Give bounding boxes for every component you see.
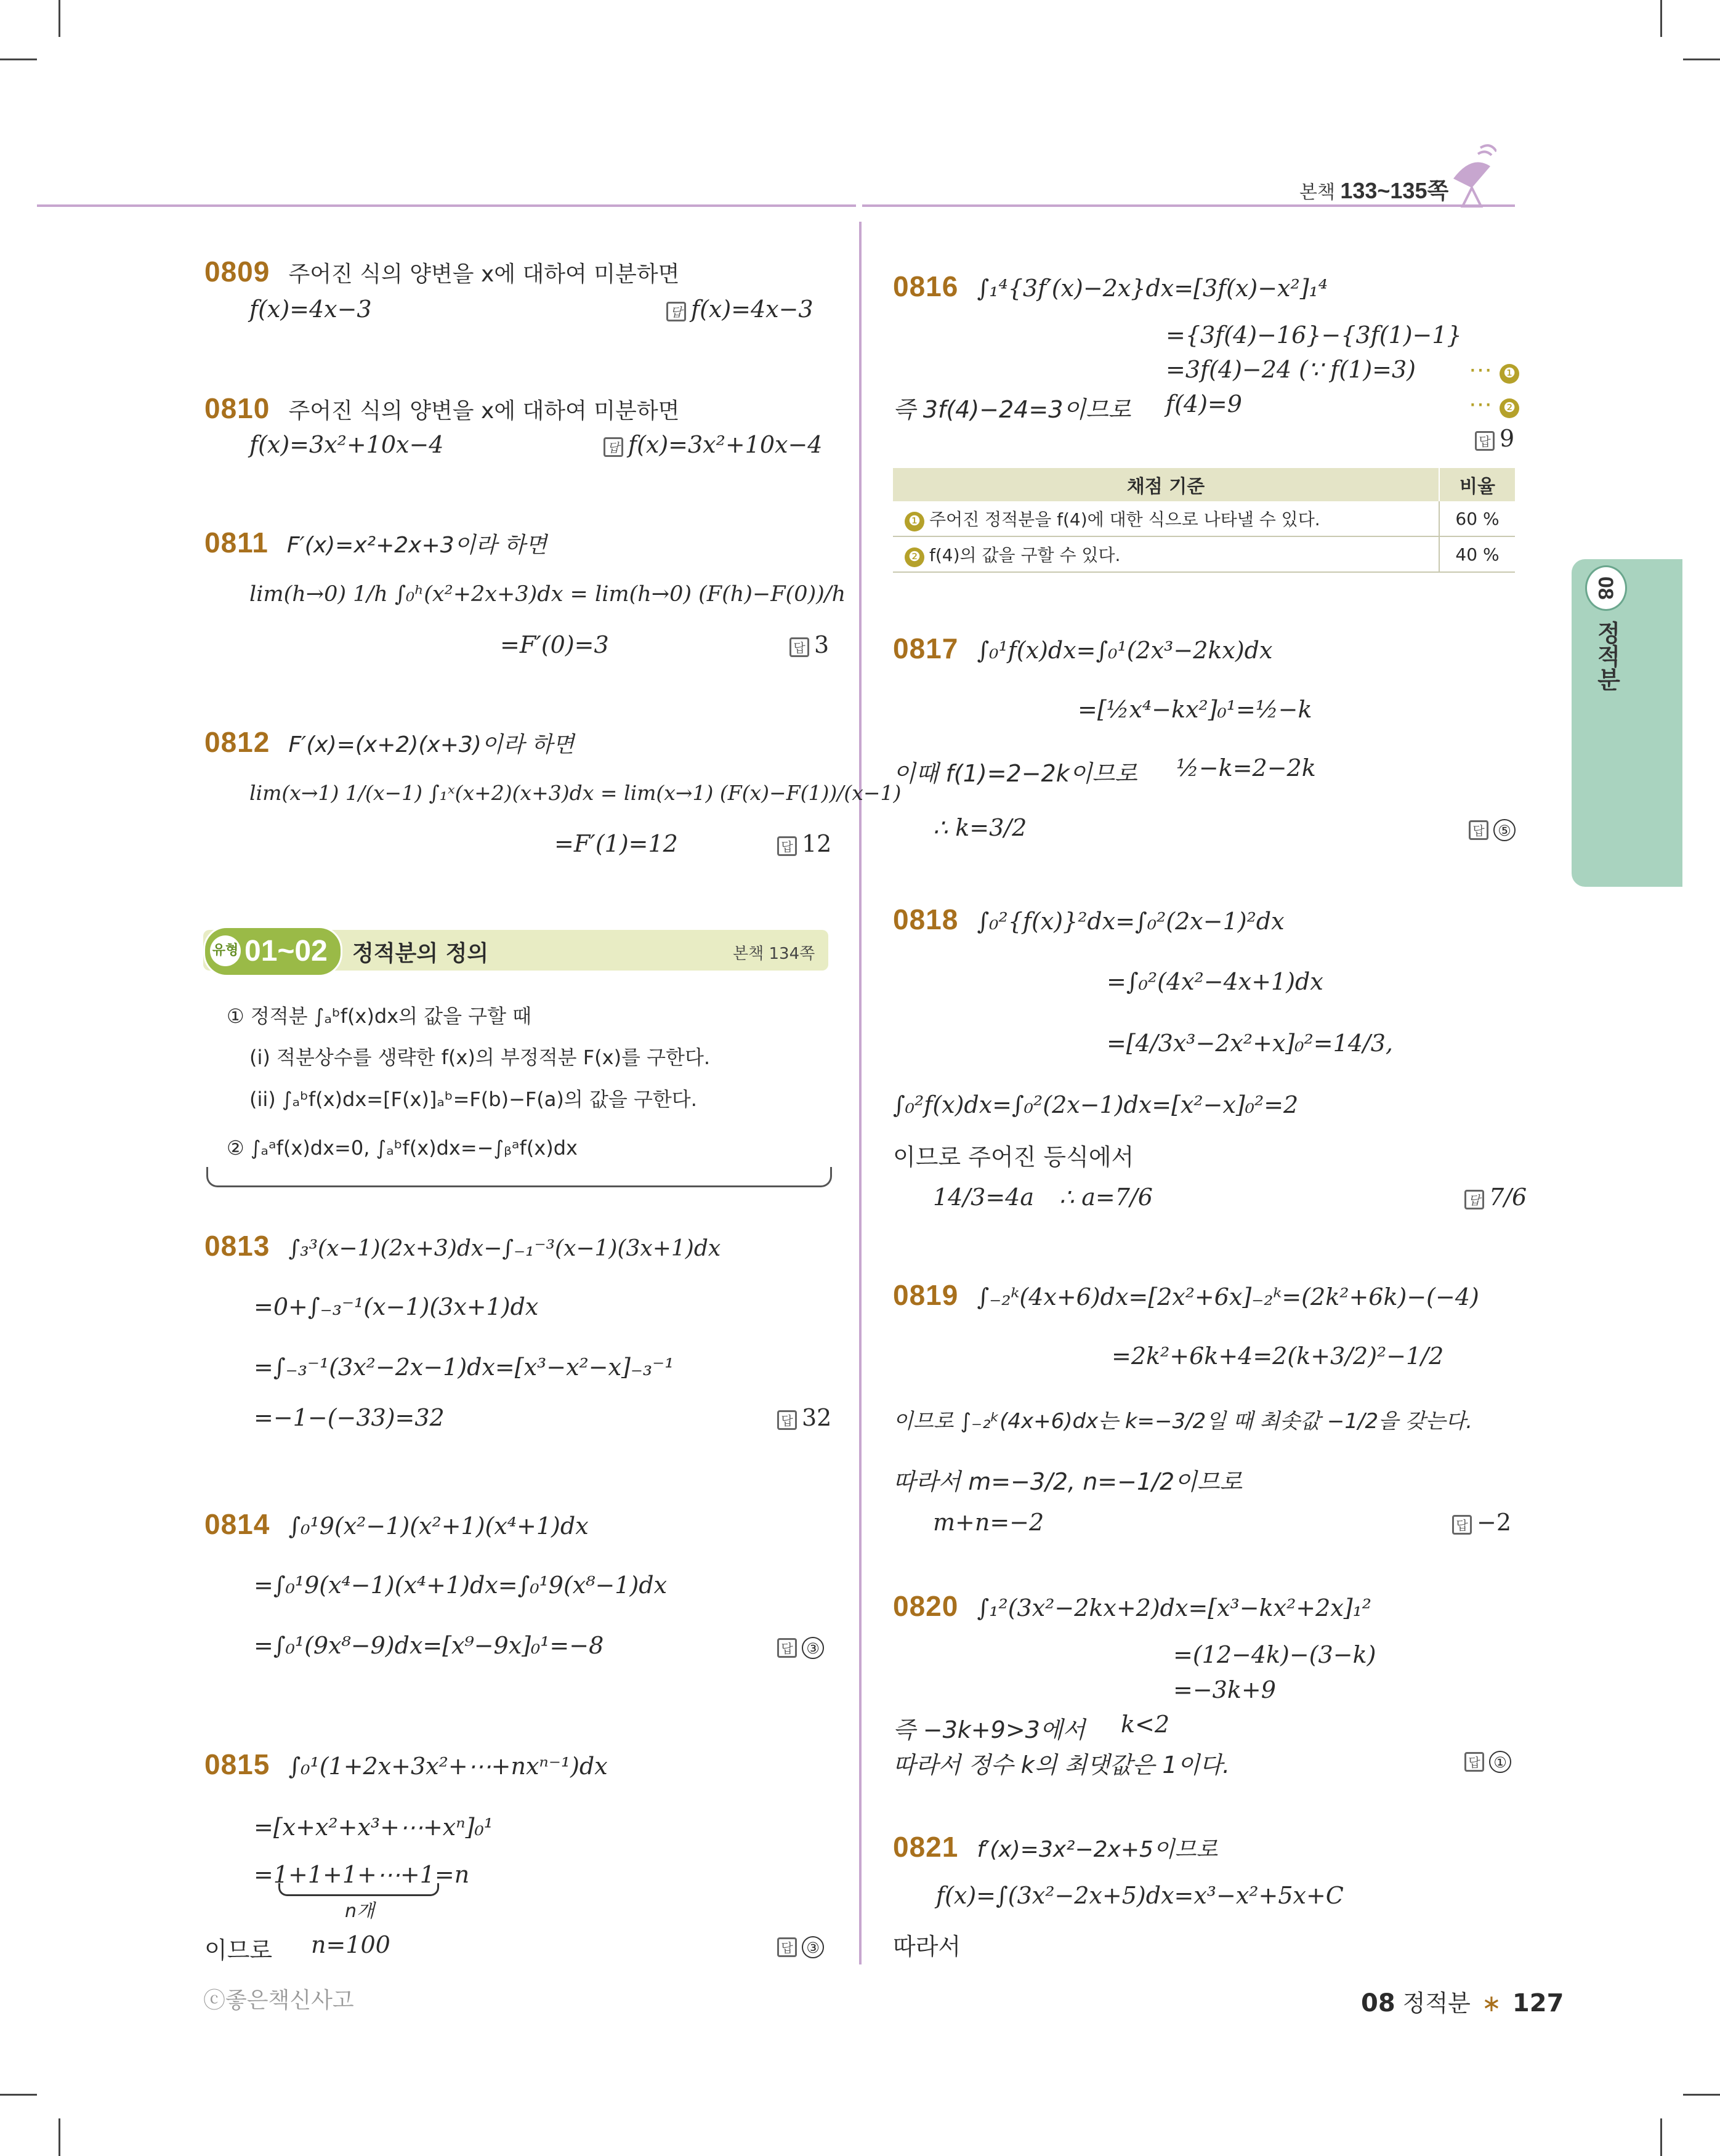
answer <box>777 830 831 857</box>
grading-header-row <box>893 468 1515 501</box>
answer-icon: 답 <box>604 437 623 457</box>
problem-text: F′(x)=(x+2)(x+3)이라 하면 <box>288 732 575 757</box>
problem-number: 0812 <box>204 726 270 758</box>
answer-value: ③ <box>802 1637 824 1659</box>
problem-number: 0811 <box>204 527 268 559</box>
answer <box>1469 814 1516 841</box>
chapter-side-tab <box>1572 559 1682 887</box>
solution-line: f(x)=∫(3x²−2x+5)dx=x³−x²+5x+C <box>936 1882 1344 1909</box>
answer-value: −2 <box>1477 1509 1512 1536</box>
grading-marker <box>1469 356 1519 384</box>
answer-value: ③ <box>802 1936 824 1958</box>
marker-2: ❷ <box>905 547 924 567</box>
problem-expression: ∫₀¹9(x²−1)(x²+1)(x⁴+1)dx <box>288 1512 589 1540</box>
answer <box>777 1931 824 1958</box>
marker-dots: ⋯ <box>1469 356 1492 383</box>
answer <box>1475 425 1514 452</box>
answer-value: 32 <box>802 1404 832 1431</box>
footer-chapter: 08 <box>1361 1989 1395 2017</box>
answer-icon: 답 <box>789 637 809 657</box>
answer-icon: 답 <box>777 836 797 856</box>
problem-0821 <box>893 1833 1217 1861</box>
solution-line: =[½x⁴−kx²]₀¹=½−k <box>1078 696 1312 723</box>
answer <box>777 1404 831 1431</box>
type-item: (i) 적분상수를 생략한 f(x)의 부정적분 F(x)를 구한다. <box>249 1046 711 1069</box>
problem-expression: ∫₋₂ᵏ(4x+6)dx=[2x²+6x]₋₂ᵏ=(2k²+6k)−(−4) <box>977 1283 1479 1310</box>
answer-icon: 답 <box>1464 1752 1484 1772</box>
type-item: ① 정적분 ∫ₐᵇf(x)dx의 값을 구할 때 <box>227 1004 532 1028</box>
solution-line: n=100 <box>311 1931 390 1958</box>
type-title: 정적분의 정의 <box>352 941 489 966</box>
solution-line: =3f(4)−24 (∵ f(1)=3) <box>1166 356 1416 383</box>
problem-number: 0819 <box>893 1279 959 1311</box>
solution-line: =[x+x²+x³+⋯+xⁿ]₀¹ <box>254 1814 493 1841</box>
page-reference <box>1299 174 1448 205</box>
solution-line: =∫₀¹9(x⁴−1)(x⁴+1)dx=∫₀¹9(x⁸−1)dx <box>254 1572 668 1599</box>
grading-header-rate: 비율 <box>1439 468 1515 501</box>
satellite-dish-icon <box>1447 142 1496 209</box>
crop-mark <box>59 0 60 37</box>
crop-mark <box>1683 2094 1720 2096</box>
criteria-text: f(4)의 값을 구할 수 있다. <box>929 544 1121 565</box>
problem-expression: ∫₀²{f(x)}²dx=∫₀²(2x−1)²dx <box>977 908 1285 935</box>
solution-line: f(4)=9 <box>1166 390 1242 418</box>
footer-chapter-name: 정적분 <box>1402 1990 1471 2017</box>
problem-0819 <box>893 1281 1479 1309</box>
grading-rate: 60 % <box>1439 501 1515 536</box>
type-reference: 본책 134쪽 <box>733 945 815 963</box>
criteria-text: 주어진 정적분을 f(4)에 대한 식으로 나타낼 수 있다. <box>929 509 1320 530</box>
crop-mark <box>1660 0 1662 37</box>
grading-row <box>893 501 1515 536</box>
problem-number: 0814 <box>204 1508 270 1540</box>
grading-criteria <box>893 536 1439 572</box>
page-number: 127 <box>1512 1989 1564 2017</box>
problem-0818 <box>893 905 1285 934</box>
grading-rate: 40 % <box>1439 536 1515 572</box>
solution-line: 이므로 <box>204 1937 273 1964</box>
solution-line: =∫₀²(4x²−4x+1)dx <box>1107 968 1323 995</box>
problem-number: 0809 <box>204 256 270 288</box>
answer-icon: 답 <box>777 1937 797 1957</box>
solution-line: =∫₀¹(9x⁸−9)dx=[x⁹−9x]₀¹=−8 <box>254 1632 604 1659</box>
answer-value: 7/6 <box>1489 1184 1527 1211</box>
answer-value: ① <box>1489 1751 1511 1773</box>
crop-mark <box>0 59 37 60</box>
answer-value: f(x)=4x−3 <box>691 296 814 323</box>
problem-0814 <box>204 1510 589 1538</box>
solution-line: ∴ k=3/2 <box>933 814 1027 841</box>
answer-value: 3 <box>814 631 830 658</box>
answer-icon: 답 <box>666 302 686 321</box>
problem-0813 <box>204 1232 721 1260</box>
grading-row <box>893 536 1515 572</box>
solution-line: 14/3=4a <box>933 1184 1035 1211</box>
answer <box>604 431 822 458</box>
solution-line: 이므로 주어진 등식에서 <box>893 1144 1134 1171</box>
page-ref-pages: 133~135쪽 <box>1340 178 1449 203</box>
type-badge <box>203 926 342 977</box>
problem-number: 0815 <box>204 1748 270 1780</box>
solution-line: =[4/3x³−2x²+x]₀²=14/3, <box>1107 1030 1393 1057</box>
answer-icon: 답 <box>777 1410 797 1430</box>
answer-value: ⑤ <box>1493 819 1516 841</box>
grading-criteria <box>893 501 1439 536</box>
answer <box>1464 1184 1527 1211</box>
problem-0815 <box>204 1750 608 1778</box>
answer-icon: 답 <box>1469 820 1488 840</box>
answer <box>1452 1509 1511 1536</box>
grading-marker <box>1469 390 1519 418</box>
solution-line: 즉 3f(4)−24=3이므로 <box>893 396 1131 423</box>
solution-line: f(x)=3x²+10x−4 <box>249 431 444 458</box>
type-item: ② ∫ₐᵃf(x)dx=0, ∫ₐᵇf(x)dx=−∫ᵦᵃf(x)dx <box>227 1136 578 1160</box>
problem-expression: ∫₃³(x−1)(2x+3)dx−∫₋₁⁻³(x−1)(3x+1)dx <box>288 1236 721 1261</box>
crop-mark <box>59 2118 60 2156</box>
solution-line: =F′(0)=3 <box>500 631 609 658</box>
marker-1: ❶ <box>1500 364 1519 384</box>
marker-2: ❷ <box>1500 398 1519 418</box>
marker-1: ❶ <box>905 512 924 531</box>
answer-value: 9 <box>1500 425 1515 452</box>
solution-line: 따라서 정수 k의 최댓값은 1이다. <box>893 1751 1230 1778</box>
problem-text: 주어진 식의 양변을 x에 대하여 미분하면 <box>288 262 680 287</box>
type-item: (ii) ∫ₐᵇf(x)dx=[F(x)]ₐᵇ=F(b)−F(a)의 값을 구한다. <box>249 1088 697 1111</box>
footer-separator: ∗ <box>1481 1990 1501 2017</box>
solution-line: k<2 <box>1121 1711 1170 1738</box>
problem-expression: ∫₁²(3x²−2kx+2)dx=[x³−kx²+2x]₁² <box>977 1594 1372 1621</box>
solution-line: m+n=−2 <box>933 1509 1044 1536</box>
solution-line: f(x)=4x−3 <box>249 296 372 323</box>
solution-line: =−1−(−33)=32 <box>254 1404 445 1431</box>
underbrace-label: n개 <box>345 1900 374 1922</box>
solution-line: ∫₀²f(x)dx=∫₀²(2x−1)dx=[x²−x]₀²=2 <box>893 1091 1299 1118</box>
underbrace <box>278 1883 439 1896</box>
problem-number: 0818 <box>893 903 959 935</box>
header-rule-left <box>37 204 856 207</box>
grading-table <box>893 468 1515 573</box>
problem-0817 <box>893 634 1272 663</box>
copyright: ⓒ좋은책신사고 <box>203 1988 354 2013</box>
type-tag: 유형 <box>210 935 241 966</box>
crop-mark <box>1660 2118 1662 2156</box>
header-rule-right <box>862 204 1515 207</box>
problem-text: 주어진 식의 양변을 x에 대하여 미분하면 <box>288 398 680 424</box>
problem-expression: f′(x)=3x²−2x+5이므로 <box>977 1837 1218 1862</box>
type-range: 01~02 <box>244 935 328 967</box>
solution-line: 따라서 <box>893 1933 961 1960</box>
problem-number: 0821 <box>893 1831 959 1863</box>
problem-expression: ∫₀¹(1+2x+3x²+⋯+nxⁿ⁻¹)dx <box>288 1753 608 1780</box>
problem-number: 0820 <box>893 1590 959 1622</box>
page-ref-prefix: 본책 <box>1299 182 1335 203</box>
answer <box>777 1632 824 1659</box>
chapter-name: 정적분 <box>1593 621 1620 691</box>
crop-mark <box>1683 59 1720 60</box>
solution-line: lim(x→1) 1/(x−1) ∫₁ˣ(x+2)(x+3)dx = lim(x→1) (F(x)−F(1))/(x−1) <box>249 781 902 805</box>
answer <box>666 296 814 323</box>
problem-0812 <box>204 728 574 756</box>
answer-value: 12 <box>802 830 832 857</box>
solution-line: lim(h→0) 1/h ∫₀ʰ(x²+2x+3)dx = lim(h→0) (F(h)−F(0))/h <box>249 582 846 607</box>
crop-mark <box>0 2094 37 2096</box>
solution-line: 이때 f(1)=2−2k이므로 <box>893 760 1137 787</box>
answer-icon: 답 <box>1464 1190 1484 1209</box>
solution-line: =F′(1)=12 <box>554 830 678 857</box>
solution-line: ={3f(4)−16}−{3f(1)−1} <box>1166 321 1462 349</box>
problem-0820 <box>893 1592 1371 1620</box>
problem-number: 0817 <box>893 632 959 664</box>
column-divider <box>859 222 862 1964</box>
problem-number: 0816 <box>893 270 959 302</box>
problem-number: 0813 <box>204 1230 270 1262</box>
solution-line: 즉 −3k+9>3에서 <box>893 1716 1086 1743</box>
answer-icon: 답 <box>1452 1515 1472 1535</box>
solution-line: 따라서 m=−3/2, n=−1/2이므로 <box>893 1468 1243 1495</box>
chapter-number: 08 <box>1585 565 1627 611</box>
problem-0811 <box>204 528 547 557</box>
solution-line: =0+∫₋₃⁻¹(x−1)(3x+1)dx <box>254 1293 539 1320</box>
answer-value: f(x)=3x²+10x−4 <box>628 431 823 458</box>
grading-header-criteria: 채점 기준 <box>893 468 1439 501</box>
problem-text: F′(x)=x²+2x+3이라 하면 <box>286 533 547 558</box>
problem-expression: ∫₀¹f(x)dx=∫₀¹(2x³−2kx)dx <box>977 637 1273 664</box>
solution-line: ½−k=2−2k <box>1176 754 1316 781</box>
page-footer <box>1361 1984 1564 2018</box>
solution-line: 이므로 ∫₋₂ᵏ(4x+6)dx는 k=−3/2일 때 최솟값 −1/2을 갖는다. <box>893 1409 1473 1434</box>
solution-line: =(12−4k)−(3−k) <box>1173 1641 1376 1668</box>
answer <box>789 631 829 658</box>
solution-line: ∴ a=7/6 <box>1059 1184 1153 1211</box>
solution-line: =−3k+9 <box>1173 1676 1276 1703</box>
solution-line: =∫₋₃⁻¹(3x²−2x−1)dx=[x³−x²−x]₋₃⁻¹ <box>254 1354 674 1381</box>
problem-0810 <box>204 394 679 422</box>
solution-line: =1+1+1+⋯+1=n <box>254 1861 470 1888</box>
answer-icon: 답 <box>777 1638 797 1658</box>
type-bracket <box>206 1167 832 1187</box>
problem-expression: ∫₁⁴{3f′(x)−2x}dx=[3f(x)−x²]₁⁴ <box>977 275 1328 302</box>
problem-0809 <box>204 257 679 286</box>
marker-dots: ⋯ <box>1469 390 1492 418</box>
answer <box>1464 1746 1511 1773</box>
solution-line: =2k²+6k+4=2(k+3/2)²−1/2 <box>1112 1342 1444 1370</box>
problem-number: 0810 <box>204 392 270 424</box>
answer-icon: 답 <box>1475 431 1495 451</box>
problem-0816 <box>893 272 1328 301</box>
